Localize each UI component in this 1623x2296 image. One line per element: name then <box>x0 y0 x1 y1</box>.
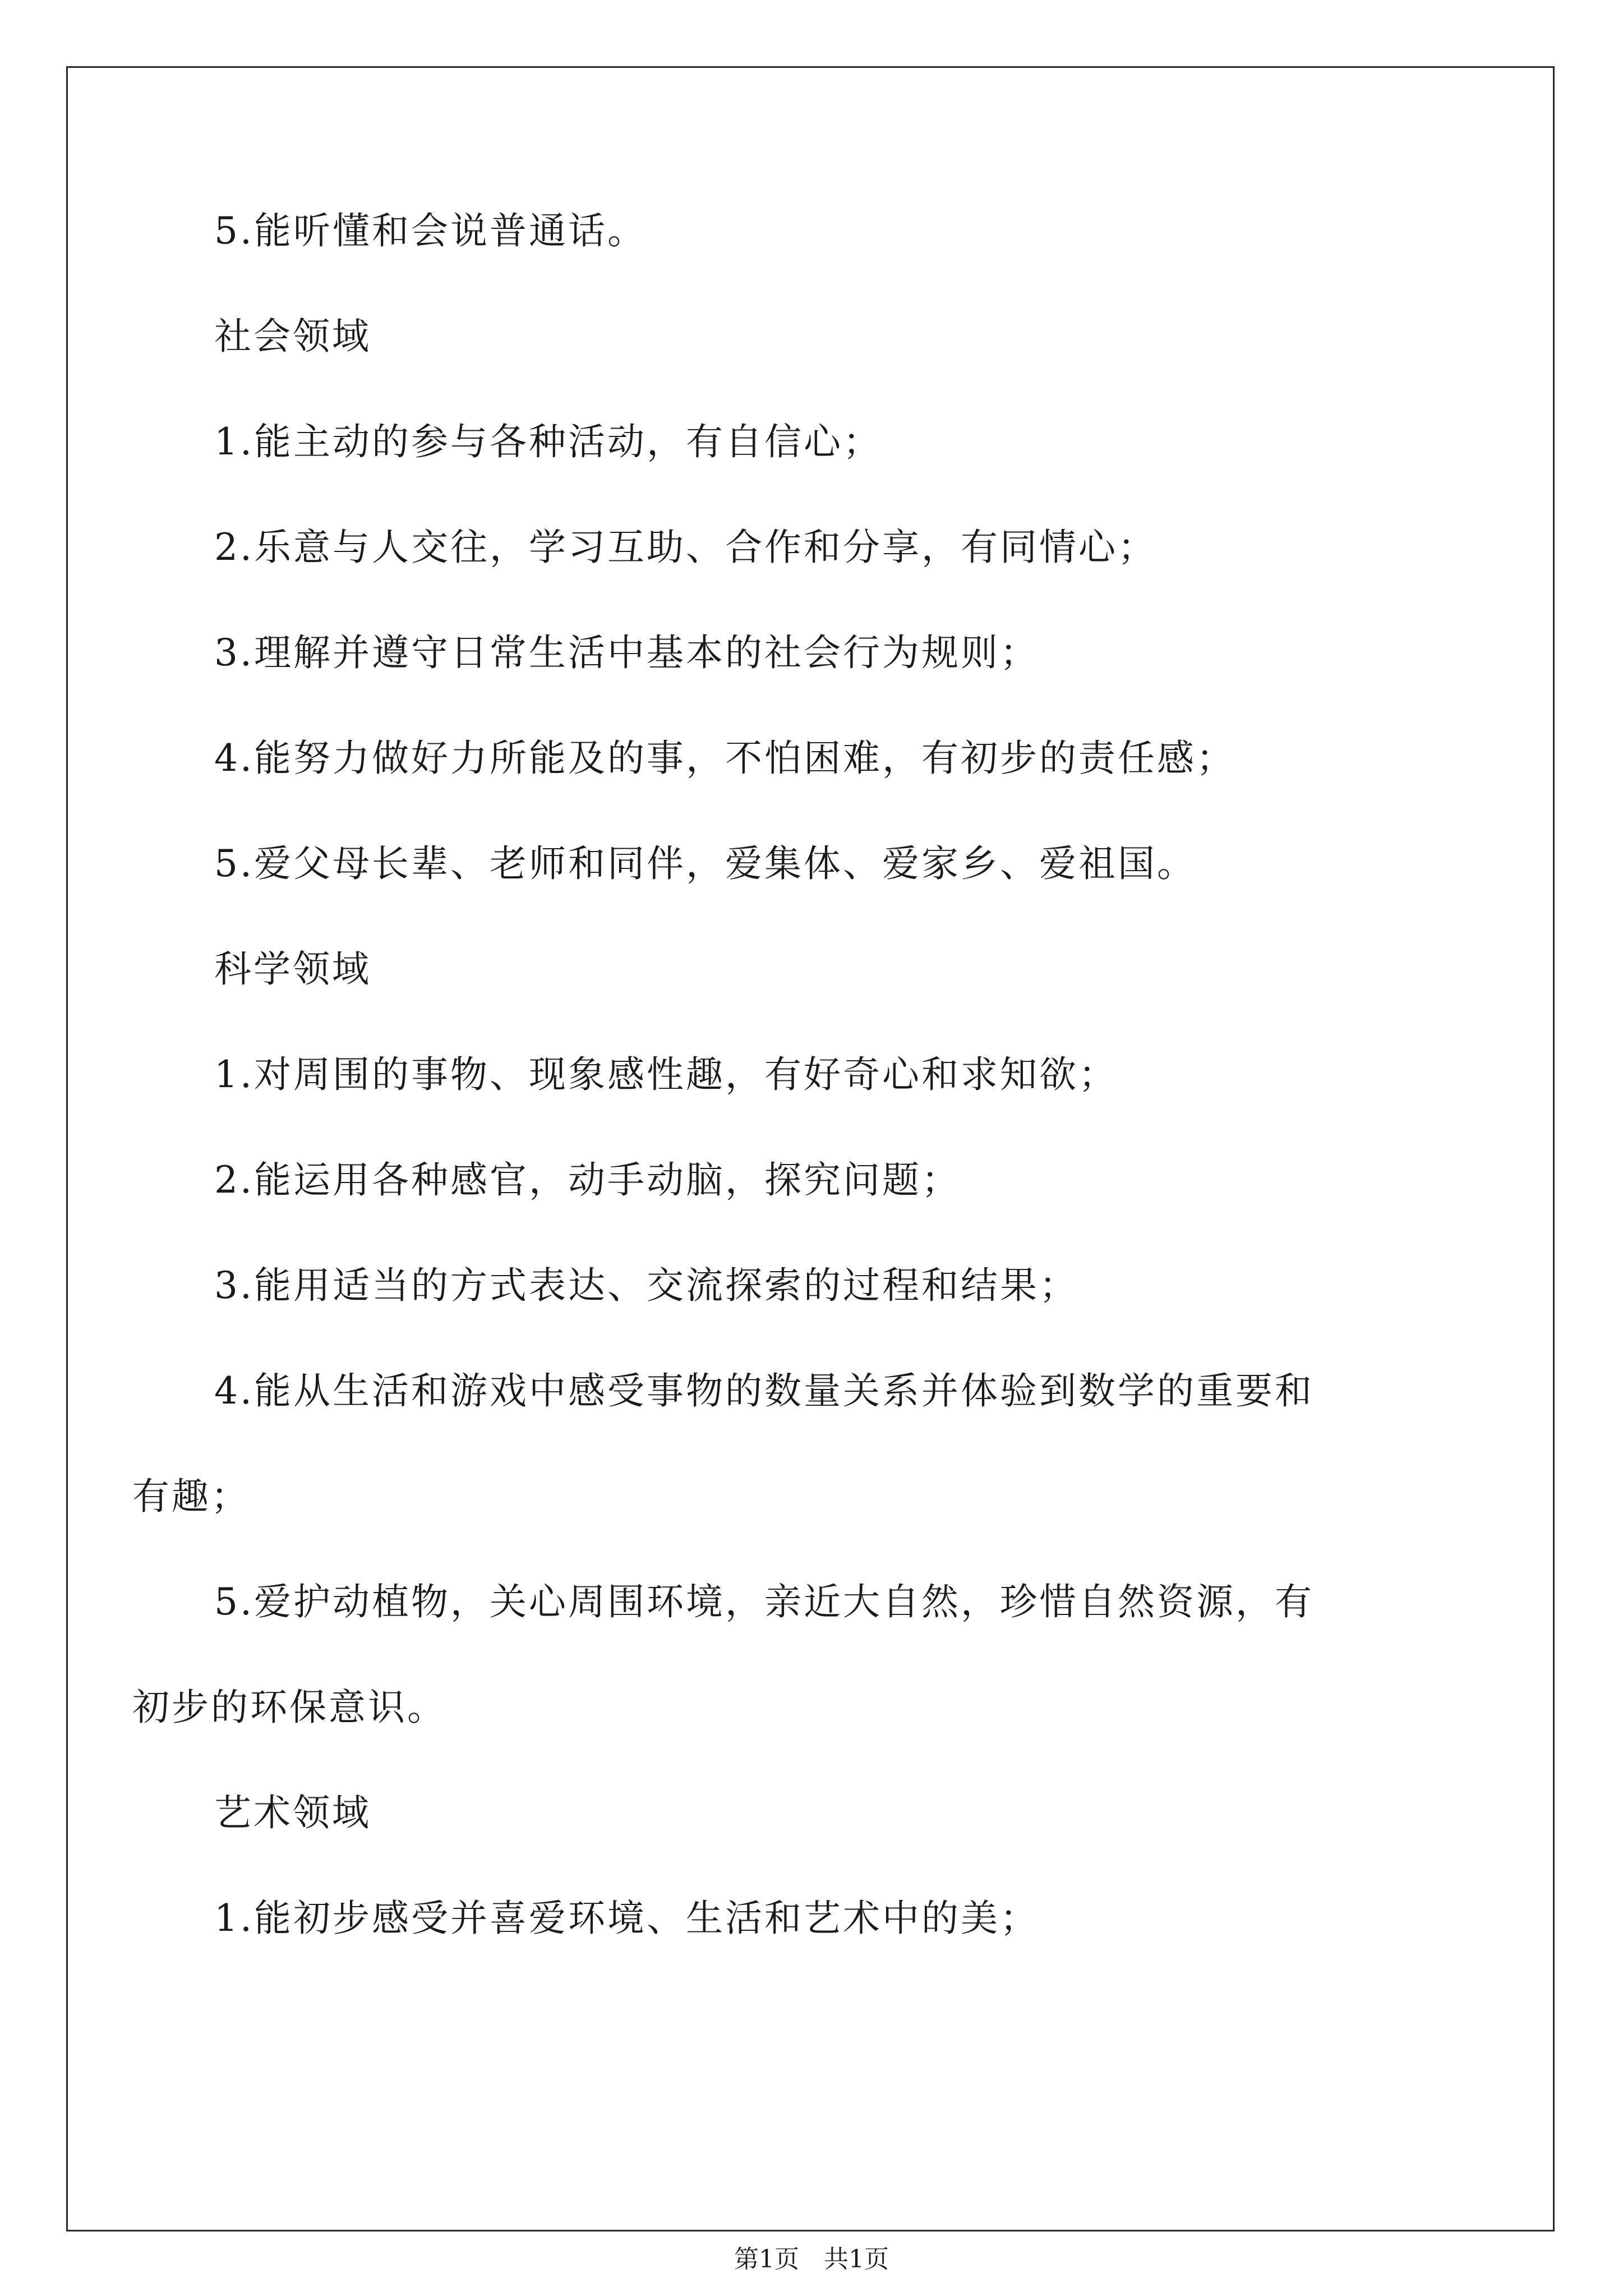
paragraph-social-item-1: 1.能主动的参与各种活动，有自信心； <box>214 420 882 463</box>
paragraph-science-item-5-continued: 初步的环保意识。 <box>132 1686 446 1729</box>
paragraph-science-item-4: 4.能从生活和游戏中感受事物的数量关系并体验到数学的重要和 <box>214 1369 1314 1412</box>
paragraph-science-item-3: 3.能用适当的方式表达、交流探索的过程和结果； <box>214 1264 1078 1307</box>
paragraph-art-item-1: 1.能初步感受并喜爱环境、生活和艺术中的美； <box>214 1897 1039 1940</box>
paragraph-science-item-1: 1.对周围的事物、现象感性趣，有好奇心和求知欲； <box>214 1053 1118 1096</box>
paragraph-social-item-5: 5.爱父母长辈、老师和同伴，爱集体、爱家乡、爱祖国。 <box>214 842 1196 885</box>
section-heading-social: 社会领域 <box>214 315 371 358</box>
paragraph-social-item-3: 3.理解并遵守日常生活中基本的社会行为规则； <box>214 631 1039 674</box>
page-footer: 第1页 共1页 <box>734 2245 889 2274</box>
paragraph-science-item-4-continued: 有趣； <box>132 1475 250 1518</box>
section-heading-art: 艺术领域 <box>214 1791 371 1834</box>
paragraph-science-item-5: 5.爱护动植物，关心周围环境，亲近大自然，珍惜自然资源，有 <box>214 1580 1314 1623</box>
paragraph-social-item-4: 4.能努力做好力所能及的事，不怕困难，有初步的责任感； <box>214 737 1235 780</box>
section-heading-science: 科学领域 <box>214 947 371 991</box>
paragraph-language-item-5: 5.能听懂和会说普通话。 <box>214 209 647 252</box>
paragraph-science-item-2: 2.能运用各种感官，动手动脑，探究问题； <box>214 1158 961 1202</box>
paragraph-social-item-2: 2.乐意与人交往，学习互助、合作和分享，有同情心； <box>214 526 1157 569</box>
